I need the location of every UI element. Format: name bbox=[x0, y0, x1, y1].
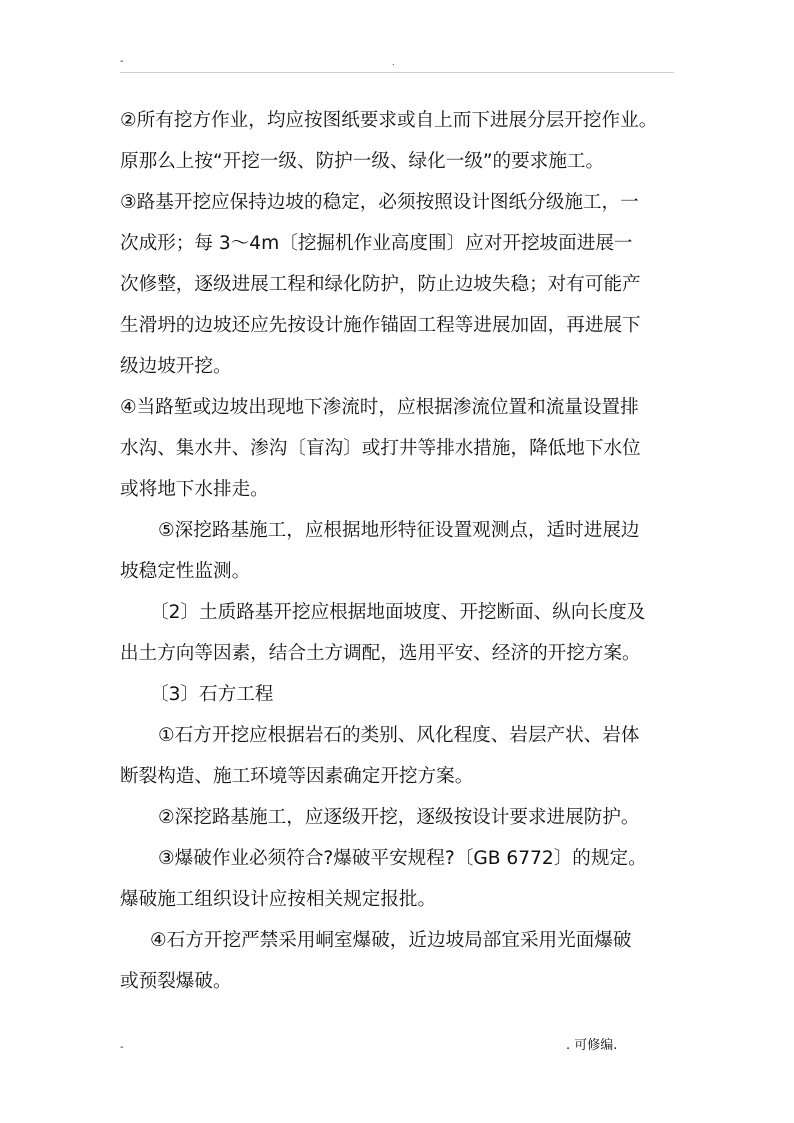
text-line: 生滑坍的边坡还应先按设计施作锚固工程等进展加固，再进展下 bbox=[120, 315, 641, 336]
text-line: 级边坡开挖。 bbox=[120, 356, 232, 377]
text-line: ③爆破作业必须符合?爆破平安规程?〔GB 6772〕的规定。 bbox=[158, 848, 647, 869]
text-line: 原那么上按“开挖一级、防护一级、绿化一级”的要求施工。 bbox=[120, 151, 605, 172]
text-line: ①石方开挖应根据岩石的类别、风化程度、岩层产状、岩体 bbox=[158, 725, 640, 746]
text-line: 或将地下水排走。 bbox=[120, 479, 269, 500]
text-line: 次成形；每 3～4m〔挖掘机作业高度围〕应对开挖坡面进展一 bbox=[120, 233, 633, 254]
footer-left-mark: - bbox=[120, 1042, 124, 1053]
footer-editable-note: . 可修编. bbox=[566, 1038, 618, 1053]
text-line: 爆破施工组织设计应按相关规定报批。 bbox=[120, 889, 437, 910]
page-header bbox=[0, 0, 794, 80]
document-body bbox=[120, 100, 676, 1002]
text-line: ②所有挖方作业，均应按图纸要求或自上而下进展分层开挖作业。 bbox=[120, 110, 658, 131]
page-footer bbox=[0, 1030, 794, 1070]
text-line: ④石方开挖严禁采用峒室爆破，近边坡局部宜采用光面爆破 bbox=[150, 930, 632, 951]
text-line: 次修整，逐级进展工程和绿化防护，防止边坡失稳；对有可能产 bbox=[120, 274, 641, 295]
text-line: ⑤深挖路基施工，应根据地形特征设置观测点，适时进展边 bbox=[158, 520, 640, 541]
text-line: 水沟、集水井、渗沟〔盲沟〕或打井等排水措施，降低地下水位 bbox=[120, 438, 641, 459]
text-line: 〔2〕土质路基开挖应根据地面坡度、开挖断面、纵向长度及 bbox=[150, 602, 646, 623]
text-line: 出土方向等因素，结合土方调配，选用平安、经济的开挖方案。 bbox=[120, 643, 641, 664]
text-line: 断裂构造、施工环境等因素确定开挖方案。 bbox=[120, 766, 474, 787]
section-heading: 〔3〕石方工程 bbox=[150, 684, 274, 705]
text-line: ④当路堑或边坡出现地下渗流时，应根据渗流位置和流量设置排 bbox=[120, 397, 639, 418]
text-line: 或预裂爆破。 bbox=[120, 971, 232, 992]
text-line: ③路基开挖应保持边坡的稳定，必须按照设计图纸分级施工，一 bbox=[120, 192, 639, 213]
header-rule bbox=[120, 72, 674, 73]
text-line: ②深挖路基施工，应逐级开挖，逐级按设计要求进展防护。 bbox=[158, 807, 640, 828]
text-line: 坡稳定性监测。 bbox=[120, 561, 251, 582]
header-mid-mark: . bbox=[392, 58, 395, 67]
header-left-mark: - bbox=[120, 56, 124, 67]
